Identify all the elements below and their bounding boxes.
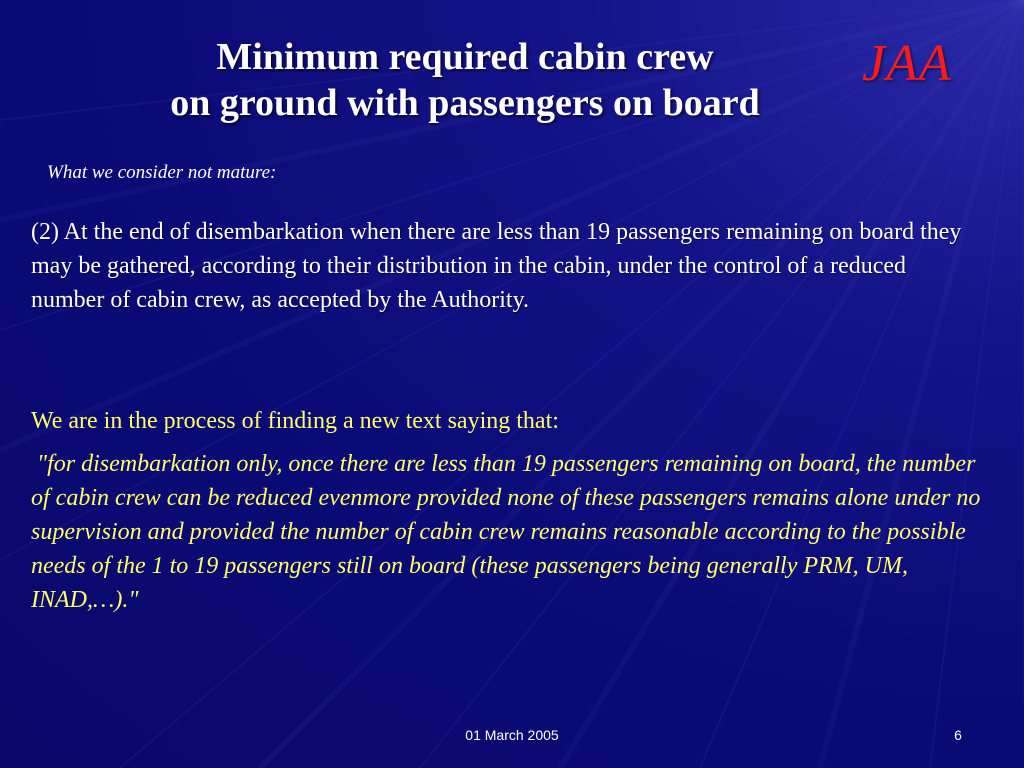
rule-paragraph: (2) At the end of disembarkation when there are less than 19 passengers remaining on board they may be gathered, according to their distribution in the cabin, under the control of a reduced number of cabin crew, as accepted by the Authority. [31,219,962,313]
slide-subtitle: What we consider not mature: [47,162,277,183]
slide-title-line-2: on ground with passengers on board [170,82,760,124]
process-statement: We are in the process of finding a new text saying that: [31,408,559,434]
proposed-text-quote: "for disembarkation only, once there are less than 19 passengers remaining on board, the number of cabin crew can be reduced evenmore provided none of these passengers remains alone under no supervision and provided the number of cabin crew remains reasonable according to the possible needs of the 1 to 19 passengers still on board (these passengers being generally PRM, UM, INAD,…)." [31,451,981,613]
slide-title [40,34,890,126]
slide-title-line-1: Minimum required cabin crew [216,36,714,78]
page-number: 6 [954,727,962,743]
jaa-logo: JAA [862,35,952,92]
footer-date: 01 March 2005 [465,727,559,743]
